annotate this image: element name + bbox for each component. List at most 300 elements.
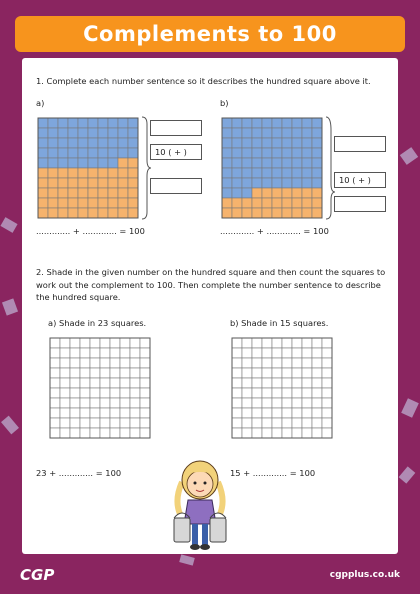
grid-square — [262, 398, 272, 408]
grid-square — [70, 398, 80, 408]
grid-square — [88, 138, 98, 148]
grid-square — [78, 118, 88, 128]
grid-square — [90, 418, 100, 428]
grid-square — [98, 188, 108, 198]
grid-square — [292, 348, 302, 358]
grid-square — [68, 188, 78, 198]
grid-square — [110, 368, 120, 378]
part-b-label: b) — [220, 98, 229, 108]
grid-square — [262, 388, 272, 398]
grid-square — [272, 118, 282, 128]
grid-square — [262, 378, 272, 388]
grid-square — [140, 378, 150, 388]
grid-square — [232, 338, 242, 348]
grid-square — [232, 378, 242, 388]
grid-square — [58, 208, 68, 218]
grid-square — [98, 148, 108, 158]
grid-square — [48, 148, 58, 158]
answer-box[interactable] — [150, 178, 202, 194]
grid-square — [302, 418, 312, 428]
grid-square — [128, 148, 138, 158]
grid-square — [70, 378, 80, 388]
grid-square — [78, 198, 88, 208]
grid-square — [68, 208, 78, 218]
grid-square — [110, 398, 120, 408]
grid-square — [242, 338, 252, 348]
bracket-answer-box[interactable]: 10 ( + ) — [150, 144, 202, 160]
grid-square — [242, 148, 252, 158]
answer-box[interactable] — [334, 196, 386, 212]
grid-square — [232, 428, 242, 438]
grid-square — [242, 118, 252, 128]
grid-square — [60, 428, 70, 438]
grid-square — [60, 398, 70, 408]
grid-square — [118, 128, 128, 138]
grid-square — [312, 128, 322, 138]
grid-square — [252, 408, 262, 418]
grid-square — [252, 378, 262, 388]
grid-square — [242, 208, 252, 218]
grid-square — [242, 168, 252, 178]
grid-square — [58, 198, 68, 208]
grid-square — [100, 378, 110, 388]
grid-square — [272, 428, 282, 438]
grid-square — [118, 138, 128, 148]
grid-square — [58, 158, 68, 168]
grid-square — [98, 158, 108, 168]
grid-square — [130, 408, 140, 418]
grid-square — [78, 188, 88, 198]
grid-square — [322, 408, 332, 418]
grid-square — [70, 428, 80, 438]
grid-square — [262, 188, 272, 198]
grid-square — [262, 128, 272, 138]
grid-square — [108, 128, 118, 138]
page-title: Complements to 100 — [83, 22, 337, 46]
grid-square — [118, 208, 128, 218]
confetti-shape — [400, 147, 418, 165]
grid-square — [292, 128, 302, 138]
grid-square — [118, 148, 128, 158]
question-2-prompt: 2. Shade in the given number on the hundred square and then count the squares to work out the complement to 100. Then complete the number sentence to describe the hundred square. — [36, 267, 386, 302]
number-sentence-b[interactable]: ............. + ............. = 100 — [220, 226, 329, 236]
grid-square — [80, 418, 90, 428]
grid-square — [90, 358, 100, 368]
grid-square — [312, 418, 322, 428]
grid-square — [68, 128, 78, 138]
grid-square — [48, 138, 58, 148]
grid-square — [60, 368, 70, 378]
grid-square — [108, 198, 118, 208]
grid-square — [60, 338, 70, 348]
grid-square — [282, 178, 292, 188]
grid-square — [272, 128, 282, 138]
grid-square — [272, 208, 282, 218]
grid-square — [232, 178, 242, 188]
grid-square — [262, 338, 272, 348]
grid-square — [262, 428, 272, 438]
grid-square — [38, 158, 48, 168]
grid-square — [312, 168, 322, 178]
grid-square — [130, 428, 140, 438]
grid-square — [232, 388, 242, 398]
grid-square — [68, 138, 78, 148]
grid-square — [128, 198, 138, 208]
grid-square — [312, 358, 322, 368]
grid-square — [58, 148, 68, 158]
grid-square — [312, 158, 322, 168]
grid-square — [68, 178, 78, 188]
grid-square — [110, 388, 120, 398]
grid-square — [232, 148, 242, 158]
grid-square — [50, 348, 60, 358]
grid-square — [140, 348, 150, 358]
number-sentence-a[interactable]: ............. + ............. = 100 — [36, 226, 145, 236]
grid-square — [222, 138, 232, 148]
grid-square — [38, 118, 48, 128]
grid-square — [68, 158, 78, 168]
grid-square — [272, 148, 282, 158]
grid-square — [312, 188, 322, 198]
grid-square — [322, 348, 332, 358]
grid-square — [108, 168, 118, 178]
grid-square — [322, 418, 332, 428]
grid-square — [222, 148, 232, 158]
grid-square — [252, 338, 262, 348]
grid-square — [50, 388, 60, 398]
grid-square — [282, 368, 292, 378]
website-url[interactable]: cgpplus.co.uk — [329, 570, 400, 580]
grid-square — [120, 378, 130, 388]
grid-square — [78, 208, 88, 218]
grid-square — [68, 198, 78, 208]
grid-square — [98, 208, 108, 218]
grid-square — [78, 168, 88, 178]
grid-square — [38, 148, 48, 158]
answer-box[interactable] — [334, 136, 386, 152]
part-a-label: a) — [36, 98, 45, 108]
grid-square — [282, 148, 292, 158]
grid-square — [78, 178, 88, 188]
grid-square — [302, 128, 312, 138]
grid-square — [98, 128, 108, 138]
grid-square — [312, 198, 322, 208]
grid-square — [60, 418, 70, 428]
grid-square — [50, 358, 60, 368]
grid-square — [282, 418, 292, 428]
grid-square — [108, 158, 118, 168]
grid-square — [282, 358, 292, 368]
grid-square — [302, 198, 312, 208]
confetti-shape — [2, 298, 18, 315]
grid-square — [78, 128, 88, 138]
grid-square — [108, 118, 118, 128]
grid-square — [232, 368, 242, 378]
grid-square — [120, 368, 130, 378]
grid-square — [68, 118, 78, 128]
grid-square — [68, 168, 78, 178]
grid-square — [100, 348, 110, 358]
grid-square — [58, 168, 68, 178]
grid-square — [282, 198, 292, 208]
grid-square — [50, 338, 60, 348]
grid-square — [262, 408, 272, 418]
grid-square — [242, 358, 252, 368]
grid-square — [80, 388, 90, 398]
grid-square — [120, 428, 130, 438]
grid-square — [58, 138, 68, 148]
grid-square — [48, 208, 58, 218]
grid-square — [60, 348, 70, 358]
grid-square — [128, 138, 138, 148]
grid-square — [100, 358, 110, 368]
grid-square — [292, 208, 302, 218]
grid-square — [302, 148, 312, 158]
grid-square — [58, 188, 68, 198]
grid-square — [108, 188, 118, 198]
grid-square — [70, 358, 80, 368]
grid-square — [322, 338, 332, 348]
grid-square — [292, 358, 302, 368]
grid-square — [242, 198, 252, 208]
grid-square — [282, 338, 292, 348]
grid-square — [110, 348, 120, 358]
grid-square — [252, 148, 262, 158]
grid-square — [242, 388, 252, 398]
grid-square — [100, 388, 110, 398]
grid-square — [48, 158, 58, 168]
grid-square — [140, 368, 150, 378]
grid-square — [282, 158, 292, 168]
grid-square — [262, 168, 272, 178]
number-sentence-2b[interactable]: 15 + ............. = 100 — [230, 468, 316, 478]
grid-square — [302, 338, 312, 348]
grid-square — [312, 118, 322, 128]
grid-square — [232, 118, 242, 128]
grid-square — [80, 358, 90, 368]
grid-square — [128, 178, 138, 188]
grid-square — [282, 118, 292, 128]
grid-square — [80, 338, 90, 348]
grid-square — [312, 388, 322, 398]
grid-square — [242, 418, 252, 428]
grid-square — [100, 398, 110, 408]
grid-square — [98, 168, 108, 178]
grid-square — [68, 148, 78, 158]
grid-square — [272, 398, 282, 408]
grid-square — [282, 348, 292, 358]
grid-square — [48, 118, 58, 128]
grid-square — [50, 428, 60, 438]
grid-square — [252, 178, 262, 188]
grid-square — [242, 398, 252, 408]
grid-square — [80, 348, 90, 358]
grid-square — [242, 428, 252, 438]
part-a-label: a) Shade in 23 squares. — [48, 318, 147, 328]
grid-square — [232, 128, 242, 138]
grid-square — [272, 138, 282, 148]
grid-square — [242, 158, 252, 168]
grid-square — [80, 368, 90, 378]
cgp-logo: CGP — [20, 566, 55, 584]
grid-square — [262, 348, 272, 358]
grid-square — [128, 188, 138, 198]
grid-square — [302, 168, 312, 178]
grid-square — [110, 358, 120, 368]
grid-square — [110, 418, 120, 428]
grid-square — [128, 208, 138, 218]
grid-square — [282, 138, 292, 148]
grid-square — [302, 118, 312, 128]
grid-square — [90, 398, 100, 408]
grid-square — [242, 378, 252, 388]
grid-square — [232, 418, 242, 428]
grid-square — [140, 358, 150, 368]
grid-square — [292, 418, 302, 428]
confetti-shape — [179, 554, 195, 565]
grid-square — [312, 208, 322, 218]
grid-square — [232, 188, 242, 198]
grid-square — [222, 188, 232, 198]
grid-square — [118, 188, 128, 198]
grid-square — [322, 388, 332, 398]
grid-square — [70, 348, 80, 358]
grid-square — [252, 138, 262, 148]
grid-square — [58, 118, 68, 128]
grid-square — [58, 128, 68, 138]
grid-square — [282, 168, 292, 178]
grid-square — [100, 338, 110, 348]
grid-square — [282, 408, 292, 418]
grid-square — [120, 358, 130, 368]
grid-square — [252, 358, 262, 368]
grid-square — [88, 198, 98, 208]
grid-square — [38, 128, 48, 138]
grid-square — [130, 418, 140, 428]
grid-square — [108, 178, 118, 188]
grid-square — [312, 338, 322, 348]
grid-square — [90, 338, 100, 348]
grid-square — [252, 428, 262, 438]
grid-square — [272, 158, 282, 168]
hundred-square-b — [220, 116, 324, 220]
grid-square — [90, 428, 100, 438]
grid-square — [272, 168, 282, 178]
grid-square — [262, 158, 272, 168]
grid-square — [282, 128, 292, 138]
grid-square — [312, 148, 322, 158]
grid-square — [140, 408, 150, 418]
part-b-label: b) Shade in 15 squares. — [230, 318, 329, 328]
grid-square — [118, 178, 128, 188]
grid-square — [252, 198, 262, 208]
grid-square — [312, 378, 322, 388]
grid-square — [38, 188, 48, 198]
grid-square — [272, 368, 282, 378]
grid-square — [90, 388, 100, 398]
grid-square — [120, 418, 130, 428]
grid-square — [292, 188, 302, 198]
bracket-answer-box[interactable]: 10 ( + ) — [334, 172, 386, 188]
grid-square — [48, 198, 58, 208]
grid-square — [272, 418, 282, 428]
grid-square — [302, 398, 312, 408]
answer-box[interactable] — [150, 120, 202, 136]
grid-square — [140, 428, 150, 438]
grid-square — [302, 188, 312, 198]
grid-square — [222, 158, 232, 168]
grid-square — [292, 378, 302, 388]
grid-square — [262, 148, 272, 158]
grid-square — [252, 398, 262, 408]
grid-square — [130, 398, 140, 408]
grid-square — [262, 368, 272, 378]
grid-square — [272, 358, 282, 368]
grid-square — [232, 168, 242, 178]
grid-square — [312, 138, 322, 148]
girl-holding-buckets-icon — [160, 452, 240, 552]
grid-square — [128, 118, 138, 128]
number-sentence-2a[interactable]: 23 + ............. = 100 — [36, 468, 122, 478]
grid-square — [262, 118, 272, 128]
grid-square — [128, 168, 138, 178]
grid-square — [252, 418, 262, 428]
grid-square — [88, 148, 98, 158]
grid-square — [58, 178, 68, 188]
grid-square — [120, 398, 130, 408]
grid-square — [38, 138, 48, 148]
grid-square — [262, 418, 272, 428]
grid-square — [292, 398, 302, 408]
grid-square — [60, 408, 70, 418]
grid-square — [302, 388, 312, 398]
empty-hundred-square-b[interactable] — [230, 336, 334, 440]
grid-square — [88, 178, 98, 188]
grid-square — [302, 378, 312, 388]
grid-square — [38, 198, 48, 208]
grid-square — [108, 138, 118, 148]
grid-square — [110, 378, 120, 388]
grid-square — [118, 168, 128, 178]
grid-square — [130, 388, 140, 398]
grid-square — [272, 178, 282, 188]
grid-square — [232, 348, 242, 358]
grid-square — [222, 198, 232, 208]
grid-square — [232, 198, 242, 208]
grid-square — [100, 418, 110, 428]
grid-square — [98, 198, 108, 208]
confetti-shape — [1, 416, 19, 435]
grid-square — [242, 368, 252, 378]
grid-square — [120, 408, 130, 418]
grid-square — [88, 118, 98, 128]
grid-square — [88, 208, 98, 218]
grid-square — [60, 388, 70, 398]
empty-hundred-square-a[interactable] — [48, 336, 152, 440]
grid-square — [120, 388, 130, 398]
grid-square — [262, 208, 272, 218]
grid-square — [222, 128, 232, 138]
grid-square — [98, 118, 108, 128]
grid-square — [252, 158, 262, 168]
grid-square — [90, 408, 100, 418]
grid-square — [140, 398, 150, 408]
grid-square — [108, 208, 118, 218]
grid-square — [242, 408, 252, 418]
grid-square — [312, 348, 322, 358]
grid-square — [48, 178, 58, 188]
grid-square — [118, 118, 128, 128]
